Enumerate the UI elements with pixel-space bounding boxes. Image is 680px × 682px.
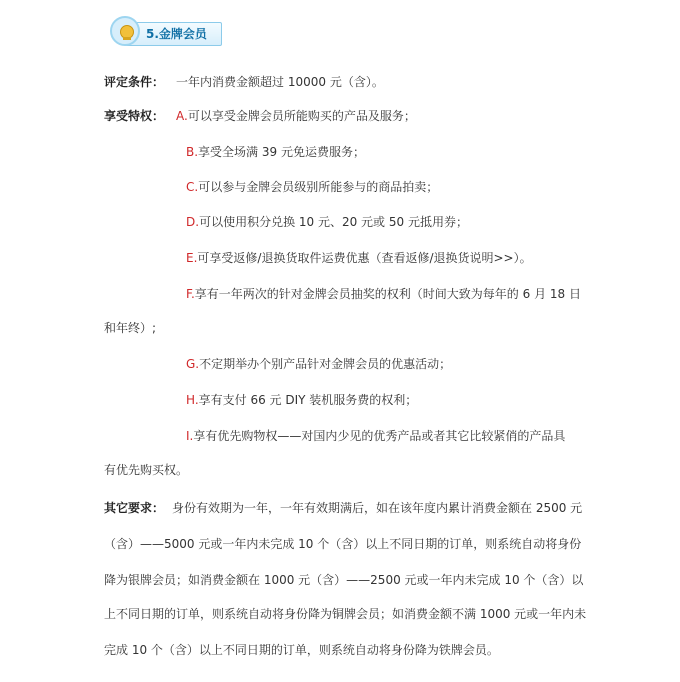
privilege-item [186, 286, 581, 302]
privilege-text: 可享受返修/退换货取件运费优惠（查看返修/退换货说明>>）。 [197, 251, 532, 265]
privilege-item-continued: 有优先购买权。 [104, 463, 189, 477]
gold-medal-icon [120, 25, 134, 39]
other-text: 降为银牌会员；如消费金额在 1000 元（含）——2500 元或一年内未完成 10 个（含）以 [104, 573, 584, 587]
criteria-label: 评定条件： [104, 75, 165, 89]
privilege-letter: A. [176, 109, 188, 123]
other-text: 完成 10 个（含）以上不同日期的订单，则系统自动将身份降为铁牌会员。 [104, 643, 499, 657]
privilege-item [186, 250, 532, 266]
privilege-letter: B. [186, 145, 199, 159]
privilege-item [186, 392, 417, 408]
privilege-letter: F. [186, 287, 195, 301]
privilege-text: 可以享受金牌会员所能购买的产品及服务； [187, 109, 416, 123]
privilege-text: 不定期举办个别产品针对金牌会员的优惠活动； [199, 357, 452, 371]
privilege-text: 可以使用积分兑换 10 元、20 元或 50 元抵用券； [199, 215, 468, 229]
privilege-letter: E. [186, 251, 198, 265]
privilege-letter: I. [186, 429, 194, 443]
privilege-item [186, 144, 365, 160]
privilege-item [186, 214, 468, 230]
privileges-label: 享受特权： [104, 109, 165, 123]
section-header [110, 16, 222, 48]
privilege-letter: H. [186, 393, 199, 407]
privilege-text: 享有支付 66 元 DIY 装机服务费的权利； [198, 393, 418, 407]
privilege-text: 享受全场满 39 元免运费服务； [198, 145, 365, 159]
other-line [104, 500, 582, 516]
privilege-item [186, 179, 438, 195]
other-label: 其它要求： [104, 501, 165, 515]
privilege-letter: C. [186, 180, 199, 194]
privilege-text: 可以参与金牌会员级别所能参与的商品拍卖； [198, 180, 439, 194]
privilege-item [186, 356, 451, 372]
other-text: 身份有效期为一年，一年有效期满后，如在该年度内累计消费金额在 2500 元 [172, 501, 583, 515]
privilege-letter: G. [186, 357, 200, 371]
header-badge [110, 16, 140, 46]
criteria-line [104, 74, 384, 90]
privilege-letter: D. [186, 215, 200, 229]
criteria-text: 一年内消费金额超过 10000 元（含）。 [176, 75, 384, 89]
privilege-item [186, 428, 565, 444]
privileges-line-a [104, 108, 416, 124]
privilege-text: 享有一年两次的针对金牌会员抽奖的权利（时间大致为每年的 6 月 18 日 [194, 287, 581, 301]
other-text: 上不同日期的订单，则系统自动将身份降为铜牌会员；如消费金额不满 1000 元或一年内未 [104, 607, 587, 621]
section-title: 5.金牌会员 [146, 27, 207, 41]
privilege-text: 享有优先购物权——对国内少见的优秀产品或者其它比较紧俏的产品具 [193, 429, 566, 443]
other-text: （含）——5000 元或一年内未完成 10 个（含）以上不同日期的订单，则系统自动将身份 [104, 537, 582, 551]
privilege-item-continued: 和年终）; [104, 321, 157, 335]
